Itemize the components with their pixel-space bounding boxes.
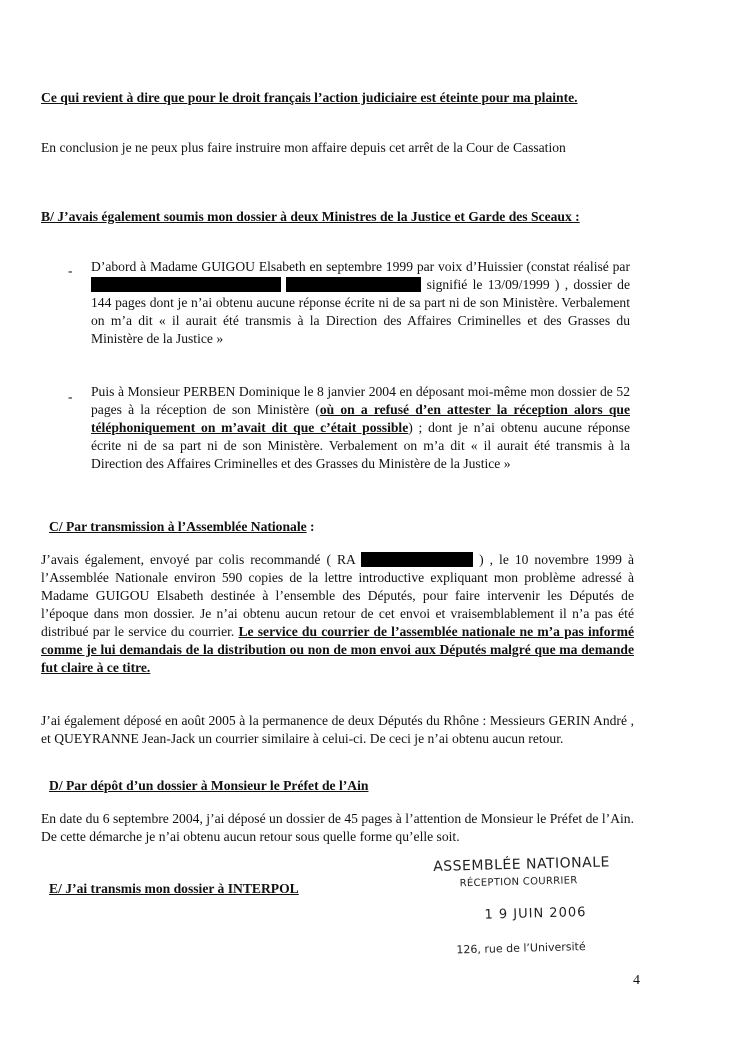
bullet-dash: - — [68, 263, 73, 278]
redaction-bar — [361, 552, 473, 567]
bullet-perben — [91, 383, 630, 473]
section-e-heading: E/ J’ai transmis mon dossier à INTERPOL — [49, 881, 299, 896]
paragraph-colis-text-b: ) , le 10 novembre 1999 à l’Assemblée Nationale environ 590 copies de la lettre introductive expliquant mon problème adressé à Madame GUIGOU Elsabeth destinée à l’ensemble des Députés, pour faire intervenir les Députés de l’époque dans mon dossier. Je n’ai obtenu aucun retour de cet envoi et vraisemblablement il n’a pas été distribué par le service du courrier. — [41, 552, 635, 639]
bullet-perben-text-a: Puis à Monsieur PERBEN Dominique le 8 janvier 2004 en déposant moi-même mon dossier de 52 pages à la réception de son Ministère ( — [91, 384, 630, 417]
reception-stamp — [433, 853, 612, 960]
redaction-bar — [286, 277, 421, 292]
paragraph-colis — [41, 551, 634, 677]
paragraph-deputes-rhone: J’ai également déposé en août 2005 à la permanence de deux Députés du Rhône : Messieurs GERIN André , et QUEYRANNE Jean-Jack un courrier similaire à celui-ci. De ceci je n’ai obtenu aucun retour. — [41, 713, 634, 746]
stamp-subtitle: RÉCEPTION COURRIER — [459, 875, 578, 890]
paragraph-prefet: En date du 6 septembre 2004, j’ai déposé un dossier de 45 pages à l’attention de Monsieur le Préfet de l’Ain. De cette démarche je n’ai obtenu aucun retour sous quelle forme qu’elle soit. — [41, 811, 634, 844]
paragraph-colis-bold: Le service du courrier de l’assemblée nationale ne m’a pas informé comme je lui demandais de la distribution ou non de mon envoi aux Députés malgré que ma demande fut claire à ce titre. — [41, 624, 634, 675]
stamp-date: 1 9 JUIN 2006 — [484, 905, 587, 923]
page-number: 4 — [633, 973, 640, 988]
stamp-title: ASSEMBLÉE NATIONALE — [433, 854, 611, 875]
bullet-perben-text-b: ) ; dont je n’ai obtenu aucune réponse écrite ni de sa part ni de son Ministère. Verbalement on m’a dit « il aurait été transmis à la Direction des Affaires Criminelles et des Grasses du Ministère de la Justice » — [91, 420, 630, 471]
section-c-heading-text: C/ Par transmission à l’Assemblée Nationale — [49, 519, 307, 534]
section-d-heading: D/ Par dépôt d’un dossier à Monsieur le Préfet de l’Ain — [49, 778, 369, 793]
stamp-address: 126, rue de l’Université — [456, 940, 586, 957]
paragraph-conclusion-extinct: Ce qui revient à dire que pour le droit français l’action judiciaire est éteinte pour ma plainte. — [41, 90, 578, 105]
paragraph-cassation: En conclusion je ne peux plus faire instruire mon affaire depuis cet arrêt de la Cour de Cassation — [41, 140, 566, 155]
bullet-guigou-text-a: D’abord à Madame GUIGOU Elsabeth en septembre 1999 par voix d’Huissier (constat réalisé par — [91, 259, 630, 274]
bullet-guigou — [91, 258, 630, 348]
section-c-heading-colon: : — [306, 519, 315, 534]
redaction-bar — [91, 277, 281, 292]
paragraph-colis-text-a: J’avais également, envoyé par colis recommandé ( RA — [41, 552, 356, 567]
section-c-heading — [49, 518, 609, 536]
section-b-heading: B/ J’avais également soumis mon dossier à deux Ministres de la Justice et Garde des Sceaux : — [41, 209, 580, 224]
bullet-dash: - — [68, 389, 73, 404]
bullet-perben-bold: où on a refusé d’en attester la réception alors que téléphoniquement on m’avait dit que c’était possible — [91, 402, 630, 435]
bullet-guigou-text-b: signifié le 13/09/1999 ) , dossier de 144 pages dont je n’ai obtenu aucune réponse écrite ni de sa part ni de son Ministère. Verbalement on m’a dit « il aurait été transmis à la Direction des Affaires Criminelles et des Grasses du Ministère de la Justice » — [91, 277, 630, 346]
